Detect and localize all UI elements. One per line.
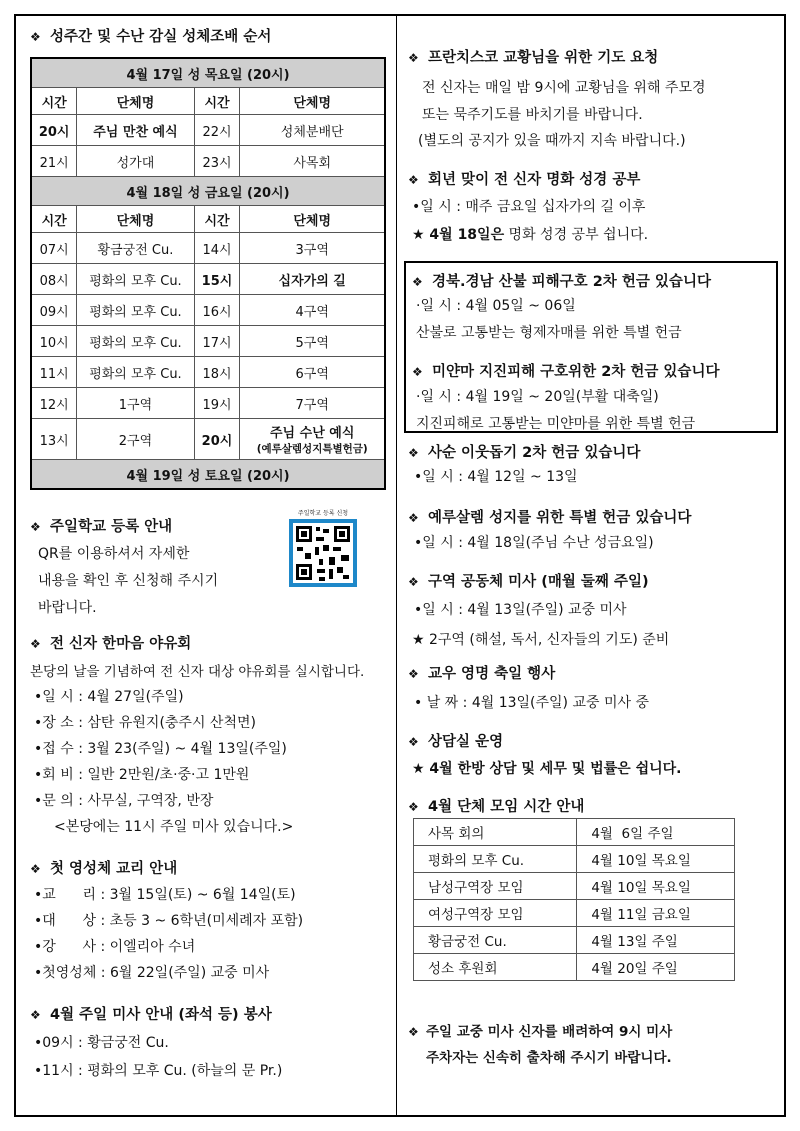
- col-header: 단체명: [77, 88, 194, 115]
- communion-item: •교 리 : 3월 15일(토) ~ 6월 14일(토): [34, 887, 296, 903]
- adoration-schedule-table: [30, 57, 386, 490]
- picnic-item: •일 시 : 4월 27일(주일): [34, 689, 184, 705]
- qr-code-icon[interactable]: 주일학교 등록 신청: [289, 509, 357, 587]
- col-header: 단체명: [240, 206, 385, 233]
- table-row: 07시 황금궁전 Cu. 14시 3구역: [31, 233, 385, 264]
- parking-notice: ❖ 주일 교중 미사 신자를 배려하여 9시 미사: [408, 1024, 673, 1040]
- district-mass-text: •일 시 : 4월 13일(주일) 교중 미사: [414, 602, 627, 618]
- diamond-bullet-icon: ❖: [408, 51, 419, 65]
- myanmar-relief-desc: 지진피해로 고통받는 미얀마를 위한 특별 헌금: [416, 416, 696, 432]
- table-row: 09시 평화의 모후 Cu. 16시 4구역: [31, 295, 385, 326]
- diamond-bullet-icon: ❖: [408, 667, 419, 681]
- diamond-bullet-icon: ❖: [408, 1025, 419, 1039]
- schedule-heading: ❖ 성주간 및 수난 감실 성체조배 순서: [30, 29, 272, 45]
- diamond-bullet-icon: ❖: [30, 637, 41, 651]
- picnic-item: •장 소 : 삼탄 유원지(충주시 산척면): [34, 715, 256, 731]
- table-row: 13시 2구역 20시 주님 수난 예식 (예루살렘성지특별헌금): [31, 419, 385, 460]
- diamond-bullet-icon: ❖: [408, 446, 419, 460]
- diamond-bullet-icon: ❖: [408, 575, 419, 589]
- table-row: 여성구역장 모임 4월 11일 금요일: [414, 900, 735, 927]
- table-row: 사목 회의 4월 6일 주일: [414, 819, 735, 846]
- jerusalem-text: •일 시 : 4월 18일(주님 수난 성금요일): [414, 535, 654, 551]
- bible-study-heading: ❖ 회년 맞이 전 신자 명화 성경 공부: [408, 172, 641, 188]
- communion-item: •강 사 : 이엘리아 수녀: [34, 939, 196, 955]
- fire-relief-desc: 산불로 고통받는 형제자매를 위한 특별 헌금: [416, 325, 682, 341]
- picnic-item: •회 비 : 일반 2만원/초·중·고 1만원: [34, 767, 250, 783]
- communion-heading: ❖ 첫 영성체 교리 안내: [30, 861, 178, 877]
- parking-notice-line2: 주차자는 신속히 출차해 주시기 바랍니다.: [426, 1050, 672, 1066]
- table-row: 10시 평화의 모후 Cu. 17시 5구역: [31, 326, 385, 357]
- counsel-heading: ❖ 상담실 운영: [408, 734, 504, 750]
- pope-prayer-text: 전 신자는 매일 밤 9시에 교황님을 위해 주모경: [422, 80, 706, 96]
- sunday-school-text: QR를 이용하셔서 자세한: [38, 546, 190, 562]
- mass-service-item: •11시 : 평화의 모후 Cu. (하늘의 문 Pr.): [34, 1063, 283, 1079]
- fire-relief-date: ·일 시 : 4월 05일 ~ 06일: [416, 298, 576, 314]
- picnic-heading: ❖ 전 신자 한마음 야유회: [30, 636, 192, 652]
- mass-service-heading: ❖ 4월 주일 미사 안내 (좌석 등) 봉사: [30, 1007, 272, 1023]
- diamond-bullet-icon: ❖: [408, 800, 419, 814]
- bible-study-text: ★ 4월 18일은 명화 성경 공부 쉽니다.: [412, 227, 649, 243]
- diamond-bullet-icon: ❖: [412, 365, 423, 379]
- diamond-bullet-icon: ❖: [30, 1008, 41, 1022]
- table-row: 21시 성가대 23시 사목회: [31, 146, 385, 177]
- neighbors-heading: ❖ 사순 이웃돕기 2차 헌금 있습니다: [408, 445, 641, 461]
- diamond-bullet-icon: ❖: [408, 735, 419, 749]
- table-row: 12시 1구역 19시 7구역: [31, 388, 385, 419]
- diamond-bullet-icon: ❖: [408, 511, 419, 525]
- col-header: 시간: [194, 206, 240, 233]
- myanmar-relief-date: ·일 시 : 4월 19일 ~ 20일(부활 대축일): [416, 389, 659, 405]
- pope-prayer-heading: ❖ 프란치스코 교황님을 위한 기도 요청: [408, 50, 659, 66]
- jerusalem-heading: ❖ 예루살렘 성지를 위한 특별 헌금 있습니다: [408, 510, 692, 526]
- col-header: 단체명: [77, 206, 194, 233]
- group-meetings-heading: ❖ 4월 단체 모임 시간 안내: [408, 799, 585, 815]
- counsel-text: ★ 4월 한방 상담 및 세무 및 법률은 쉽니다.: [412, 761, 682, 777]
- myanmar-relief-heading: ❖ 미얀마 지진피해 구호위한 2차 헌금 있습니다: [412, 364, 720, 380]
- col-header: 시간: [31, 88, 77, 115]
- diamond-bullet-icon: ❖: [30, 520, 41, 534]
- sunday-school-text: 내용을 확인 후 신청해 주시기: [38, 573, 219, 589]
- feast-day-heading: ❖ 교우 영명 축일 행사: [408, 666, 556, 682]
- feast-day-text: • 날 짜 : 4월 13일(주일) 교중 미사 중: [414, 695, 649, 711]
- col-header: 시간: [31, 206, 77, 233]
- table-row: 20시 주님 만찬 예식 22시 성체분배단: [31, 115, 385, 146]
- sunday-school-text: 바랍니다.: [38, 600, 97, 616]
- table-row: 평화의 모후 Cu. 4월 10일 목요일: [414, 846, 735, 873]
- picnic-item: •접 수 : 3월 23(주일) ~ 4월 13일(주일): [34, 741, 287, 757]
- diamond-bullet-icon: ❖: [408, 173, 419, 187]
- friday-band: 4월 18일 성 금요일 (20시): [31, 177, 385, 206]
- mass-service-item: •09시 : 황금궁전 Cu.: [34, 1035, 169, 1051]
- picnic-intro: 본당의 날을 기념하여 전 신자 대상 야유회를 실시합니다.: [30, 664, 365, 680]
- diamond-bullet-icon: ❖: [412, 275, 423, 289]
- neighbors-text: •일 시 : 4월 12일 ~ 13일: [414, 469, 578, 485]
- district-mass-heading: ❖ 구역 공동체 미사 (매월 둘째 주일): [408, 574, 649, 590]
- table-row: 남성구역장 모임 4월 10일 목요일: [414, 873, 735, 900]
- saturday-band: 4월 19일 성 토요일 (20시): [31, 460, 385, 490]
- bible-study-text: •일 시 : 매주 금요일 십자가의 길 이후: [412, 199, 646, 215]
- table-row: 08시 평화의 모후 Cu. 15시 십자가의 길: [31, 264, 385, 295]
- sunday-school-heading: ❖ 주일학교 등록 안내: [30, 519, 173, 535]
- table-row: 11시 평화의 모후 Cu. 18시 6구역: [31, 357, 385, 388]
- communion-item: •첫영성체 : 6월 22일(주일) 교중 미사: [34, 965, 270, 981]
- pope-prayer-text: 또는 묵주기도를 바치기를 바랍니다.: [422, 107, 643, 123]
- fire-relief-heading: ❖ 경북.경남 산불 피해구호 2차 헌금 있습니다: [412, 274, 711, 290]
- picnic-item: •문 의 : 사무실, 구역장, 반장: [34, 793, 214, 809]
- col-header: 시간: [194, 88, 240, 115]
- diamond-bullet-icon: ❖: [30, 862, 41, 876]
- thursday-band: 4월 17일 성 목요일 (20시): [31, 58, 385, 88]
- pope-prayer-text: (별도의 공지가 있을 때까지 지속 바랍니다.): [418, 133, 686, 149]
- diamond-bullet-icon: ❖: [30, 30, 41, 44]
- group-meetings-table: [413, 818, 735, 981]
- picnic-note: <본당에는 11시 주일 미사 있습니다.>: [54, 819, 294, 835]
- column-divider: [396, 14, 397, 1117]
- table-row: 황금궁전 Cu. 4월 13일 주일: [414, 927, 735, 954]
- communion-item: •대 상 : 초등 3 ~ 6학년(미세례자 포함): [34, 913, 304, 929]
- col-header: 단체명: [240, 88, 385, 115]
- table-row: 성소 후원회 4월 20일 주일: [414, 954, 735, 981]
- district-mass-text: ★ 2구역 (해설, 독서, 신자들의 기도) 준비: [412, 632, 670, 648]
